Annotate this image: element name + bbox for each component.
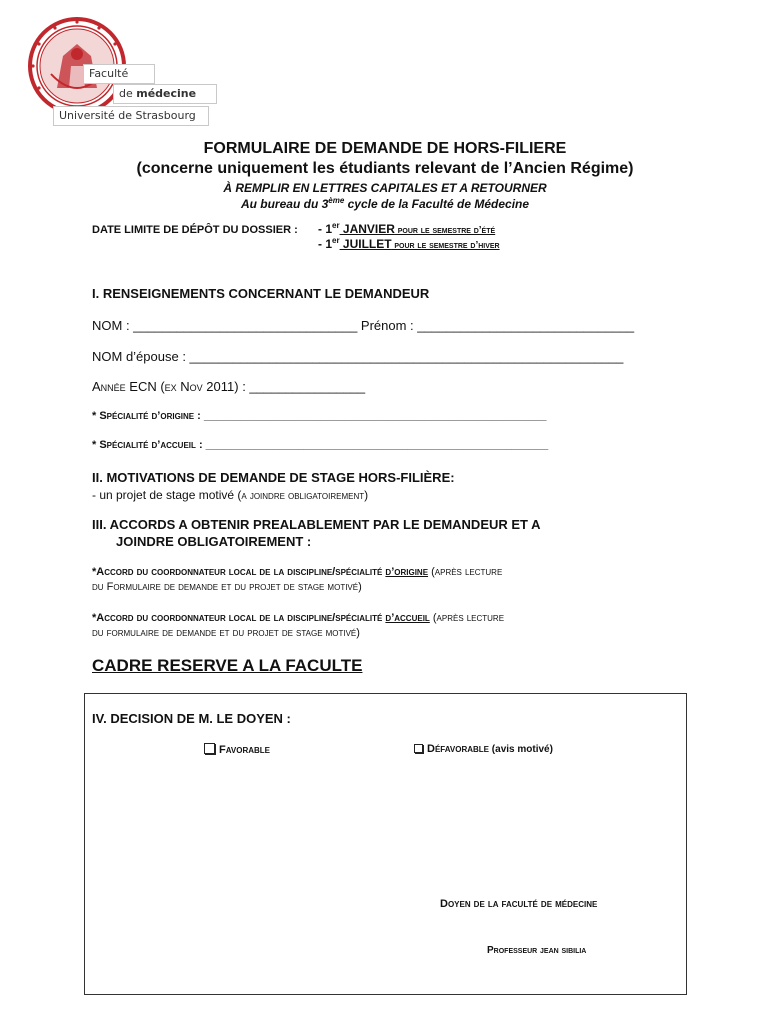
defavorable-checkbox[interactable] <box>414 744 423 753</box>
form-subtitle: (concerne uniquement les étudiants relevant de l’Ancien Régime) <box>136 160 634 177</box>
faculty-reserved-heading: CADRE RESERVE A LA FACULTE <box>92 656 363 675</box>
defavorable-option[interactable]: Défavorable (avis motivé) <box>414 743 553 755</box>
faculty-reserved-box <box>84 693 687 995</box>
decision-heading: IV. DECISION DE M. LE DOYEN : <box>92 711 291 726</box>
favorable-option[interactable]: Favorable <box>204 743 270 756</box>
section-2-heading: II. MOTIVATIONS DE DEMANDE DE STAGE HORS-FILIÈRE: <box>92 470 455 485</box>
specialite-origine-field[interactable]: * Spécialité d’origine : ________________________________________________________ <box>92 410 547 422</box>
nom-epouse-field[interactable]: NOM d’épouse : ____________________________________________________________ <box>92 349 624 364</box>
form-instruction-bureau: Au bureau du 3ème cycle de la Faculté de Médecine <box>240 196 530 211</box>
accord-origine-line-2: du Formulaire de demande et du projet de stage motivé) <box>92 581 362 593</box>
form-instruction-capitals: À REMPLIR EN LETTRES CAPITALES ET A RETOURNER <box>223 181 547 195</box>
stage-project-line: - un projet de stage motivé (a joindre obligatoirement) <box>92 488 369 502</box>
form-title: FORMULAIRE DE DEMANDE DE HORS-FILIERE <box>203 140 567 157</box>
section-1-heading: I. RENSEIGNEMENTS CONCERNANT LE DEMANDEUR <box>92 286 430 301</box>
faculty-logo <box>27 16 207 128</box>
deadline-july: - 1er JUILLET pour le semestre d’hiver <box>318 236 500 251</box>
accord-origine-line: *Accord du coordonnateur local de la discipline/spécialité d’origine (après lecture <box>92 566 503 578</box>
logo-line-faculte: Faculté <box>83 64 155 84</box>
specialite-accueil-field[interactable]: * Spécialité d’accueil : ________________________________________________________ <box>92 439 549 451</box>
nom-prenom-field[interactable]: NOM : _______________________________ Prénom : ______________________________ <box>92 318 635 333</box>
doyen-title: Doyen de la faculté de médecine <box>440 898 598 910</box>
accord-accueil-line: *Accord du coordonnateur local de la discipline/spécialité d’accueil (après lecture <box>92 612 505 624</box>
section-3-heading: III. ACCORDS A OBTENIR PREALABLEMENT PAR LE DEMANDEUR ET A <box>92 517 541 532</box>
logo-line-universite: Université de Strasbourg <box>53 106 209 126</box>
logo-line-medecine: de médecine <box>113 84 217 104</box>
favorable-checkbox[interactable] <box>204 743 215 754</box>
annee-ecn-field[interactable]: Année ECN (ex Nov 2011) : ________________ <box>92 379 366 394</box>
deadline-january: - 1er JANVIER pour le semestre d’été <box>318 221 496 236</box>
deadline-label: DATE LIMITE DE DÉPÔT DU DOSSIER : <box>92 224 298 236</box>
section-3-heading-continued: JOINDRE OBLIGATOIREMENT : <box>116 534 312 549</box>
accord-accueil-line-2: du formulaire de demande et du projet de stage motivé) <box>92 627 360 639</box>
professeur-name: Professeur jean sibilia <box>487 945 587 956</box>
